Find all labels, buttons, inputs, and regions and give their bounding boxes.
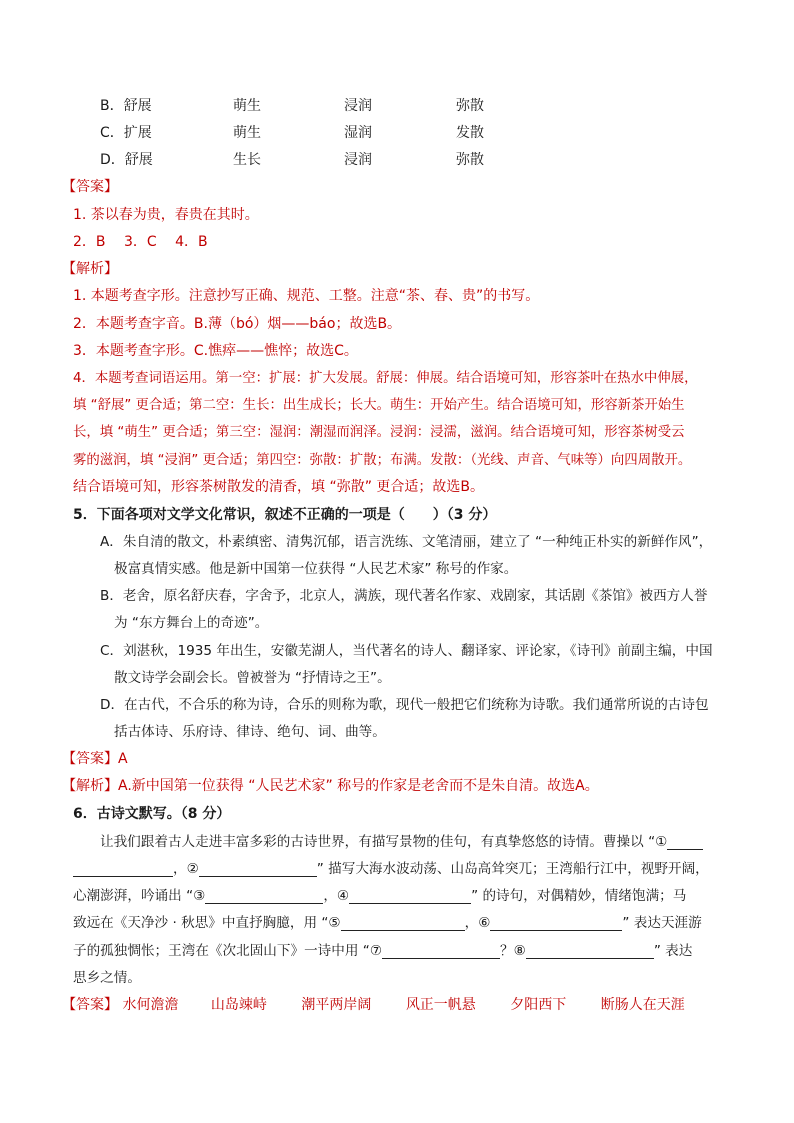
question-6-text: 心潮澎湃，吟诵出 “③ xyxy=(73,888,206,904)
question-5-title: 5．下面各项对文学文化常识，叙述不正确的一项是（ ）（3 分） xyxy=(73,507,497,523)
question-6-text: 子的孤独惆怅；王湾在《次北固山下》一诗中用 “⑦ xyxy=(73,943,383,959)
option-c-key: C．扩展 xyxy=(100,125,152,141)
question-6-para-line xyxy=(100,830,703,850)
question-6-text: ” 描写大海水波动荡、山岛高耸突兀；王湾船行江中，视野开阔， xyxy=(316,861,709,877)
question-6-text: 思乡之情。 xyxy=(73,970,141,986)
question-5-answer-label: 【答案】 xyxy=(62,751,118,767)
answer-line-1: 1. 茶以春为贵，春贵在其时。 xyxy=(73,207,259,223)
option-d-c3: 弥散 xyxy=(456,152,484,168)
answer-item: 潮平两岸阔 xyxy=(301,997,372,1013)
analysis-line: 结合语境可知，形容茶树散发的清香，填 “弥散” 更合适；故选B。 xyxy=(73,479,485,495)
analysis-line: 填 “舒展” 更合适；第二空：生长：出生成长；长大。萌生：开始产生。结合语境可知，形容新茶开始生 xyxy=(73,398,685,413)
answer-item: 水何澹澹 xyxy=(122,997,179,1013)
question-6-text: ，⑥ xyxy=(464,915,491,931)
question-5-option: 散文诗学会副会长。曾被誉为 “抒情诗之王”。 xyxy=(114,670,391,686)
option-c-c2: 湿润 xyxy=(344,125,372,141)
question-6-text: ，④ xyxy=(323,888,350,904)
option-c-c3: 发散 xyxy=(456,125,484,141)
option-b-key: B．舒展 xyxy=(100,98,152,114)
answer-label: 【答案】 xyxy=(62,179,118,195)
question-5-option: 极富真情实感。他是新中国第一位获得 “人民艺术家” 称号的作家。 xyxy=(114,561,518,577)
question-6-text: ” 表达 xyxy=(653,943,693,959)
question-6-para-line xyxy=(73,884,686,904)
question-6-text: 致远在《天净沙 · 秋思》中直抒胸臆，用 “⑤ xyxy=(73,915,341,931)
question-5-analysis-value: A.新中国第一位获得 “人民艺术家” 称号的作家是老舍而不是朱自清。故选A。 xyxy=(118,778,599,794)
blank-3[interactable] xyxy=(205,887,323,904)
question-6-title: 6．古诗文默写。（8 分） xyxy=(73,806,231,822)
question-6-para-line xyxy=(73,911,702,931)
blank-5[interactable] xyxy=(341,914,465,931)
question-6-text: ” 的诗句，对偶精妙，情绪饱满；马 xyxy=(471,888,687,904)
question-5-option: 括古体诗、乐府诗、律诗、绝句、词、曲等。 xyxy=(114,724,386,740)
blank-4[interactable] xyxy=(349,887,471,904)
answer-item: 夕阳西下 xyxy=(510,997,567,1013)
question-6-para-line xyxy=(73,857,709,877)
question-6-text: ，② xyxy=(173,861,199,877)
question-5-analysis-label: 【解析】 xyxy=(62,778,118,794)
question-6-answer-label: 【答案】 xyxy=(62,997,118,1013)
question-5-option: A．朱自清的散文，朴素缜密、清隽沉郁，语言洗练、文笔清丽，建立了 “一种纯正朴实的新鲜作风”， xyxy=(100,534,713,550)
blank-8[interactable] xyxy=(526,942,654,959)
answer-item: 山岛竦峙 xyxy=(210,997,267,1013)
question-5-answer-value: A xyxy=(118,751,128,767)
blank-1[interactable] xyxy=(73,860,173,877)
option-b-c2: 浸润 xyxy=(344,98,372,114)
option-d-c2: 浸润 xyxy=(344,152,372,168)
analysis-line: 2．本题考查字音。B.薄（bó）烟——báo；故选B。 xyxy=(73,316,402,332)
answer-line-2: 2．B 3．C 4．B xyxy=(73,234,208,250)
question-5-option: 为 “东方舞台上的奇迹”。 xyxy=(114,615,269,631)
analysis-label: 【解析】 xyxy=(62,261,118,277)
option-d-c1: 生长 xyxy=(233,152,261,168)
analysis-line: 长，填 “萌生” 更合适；第三空：湿润：潮湿而润泽。浸润：浸濡，滋润。结合语境可知，形容茶树受云 xyxy=(73,425,685,440)
option-b-c1: 萌生 xyxy=(233,98,261,114)
blank-7[interactable] xyxy=(382,942,500,959)
question-6-para-line xyxy=(73,966,141,986)
question-5-option: C．刘湛秋，1935 年出生，安徽芜湖人，当代著名的诗人、翻译家、评论家，《诗刊》前副主编，中国 xyxy=(100,643,713,659)
question-6-answer xyxy=(62,994,685,1014)
question-6-para-line xyxy=(73,939,692,959)
analysis-line: 4．本题考查词语运用。第一空：扩展：扩大发展。舒展：伸展。结合语境可知，形容茶叶在热水中伸展， xyxy=(73,371,698,386)
analysis-line: 3．本题考查字形。C.憔瘁——憔悴；故选C。 xyxy=(73,343,358,359)
blank-2[interactable] xyxy=(199,860,317,877)
question-6-text: ？⑧ xyxy=(500,943,526,959)
answer-item: 断肠人在天涯 xyxy=(600,997,685,1013)
question-5-analysis xyxy=(62,775,599,795)
question-5-answer xyxy=(62,748,128,768)
question-6-text: 让我们跟着古人走进丰富多彩的古诗世界，有描写景物的佳句，有真挚悠悠的诗情。曹操以 “① xyxy=(100,834,668,850)
option-c-c1: 萌生 xyxy=(233,125,261,141)
option-d-key: D．舒展 xyxy=(100,152,153,168)
question-6-text: ” 表达天涯游 xyxy=(622,915,702,931)
analysis-line: 1. 本题考查字形。注意抄写正确、规范、工整。注意“茶、春、贵”的书写。 xyxy=(73,288,540,304)
blank-6[interactable] xyxy=(490,914,622,931)
answer-item: 风正一帆悬 xyxy=(405,997,476,1013)
question-5-option: B．老舍，原名舒庆春，字舍予，北京人，满族，现代著名作家、戏剧家，其话剧《茶馆》被西方人誉 xyxy=(100,588,708,604)
question-5-option: D．在古代，不合乐的称为诗，合乐的则称为歌，现代一般把它们统称为诗歌。我们通常所说的古诗包 xyxy=(100,697,709,713)
blank-1-start[interactable] xyxy=(667,833,703,850)
option-b-c3: 弥散 xyxy=(456,98,484,114)
analysis-line: 雾的滋润，填 “浸润” 更合适；第四空：弥散：扩散；布满。发散：（光线、声音、气味等）向四周散开。 xyxy=(73,453,692,468)
